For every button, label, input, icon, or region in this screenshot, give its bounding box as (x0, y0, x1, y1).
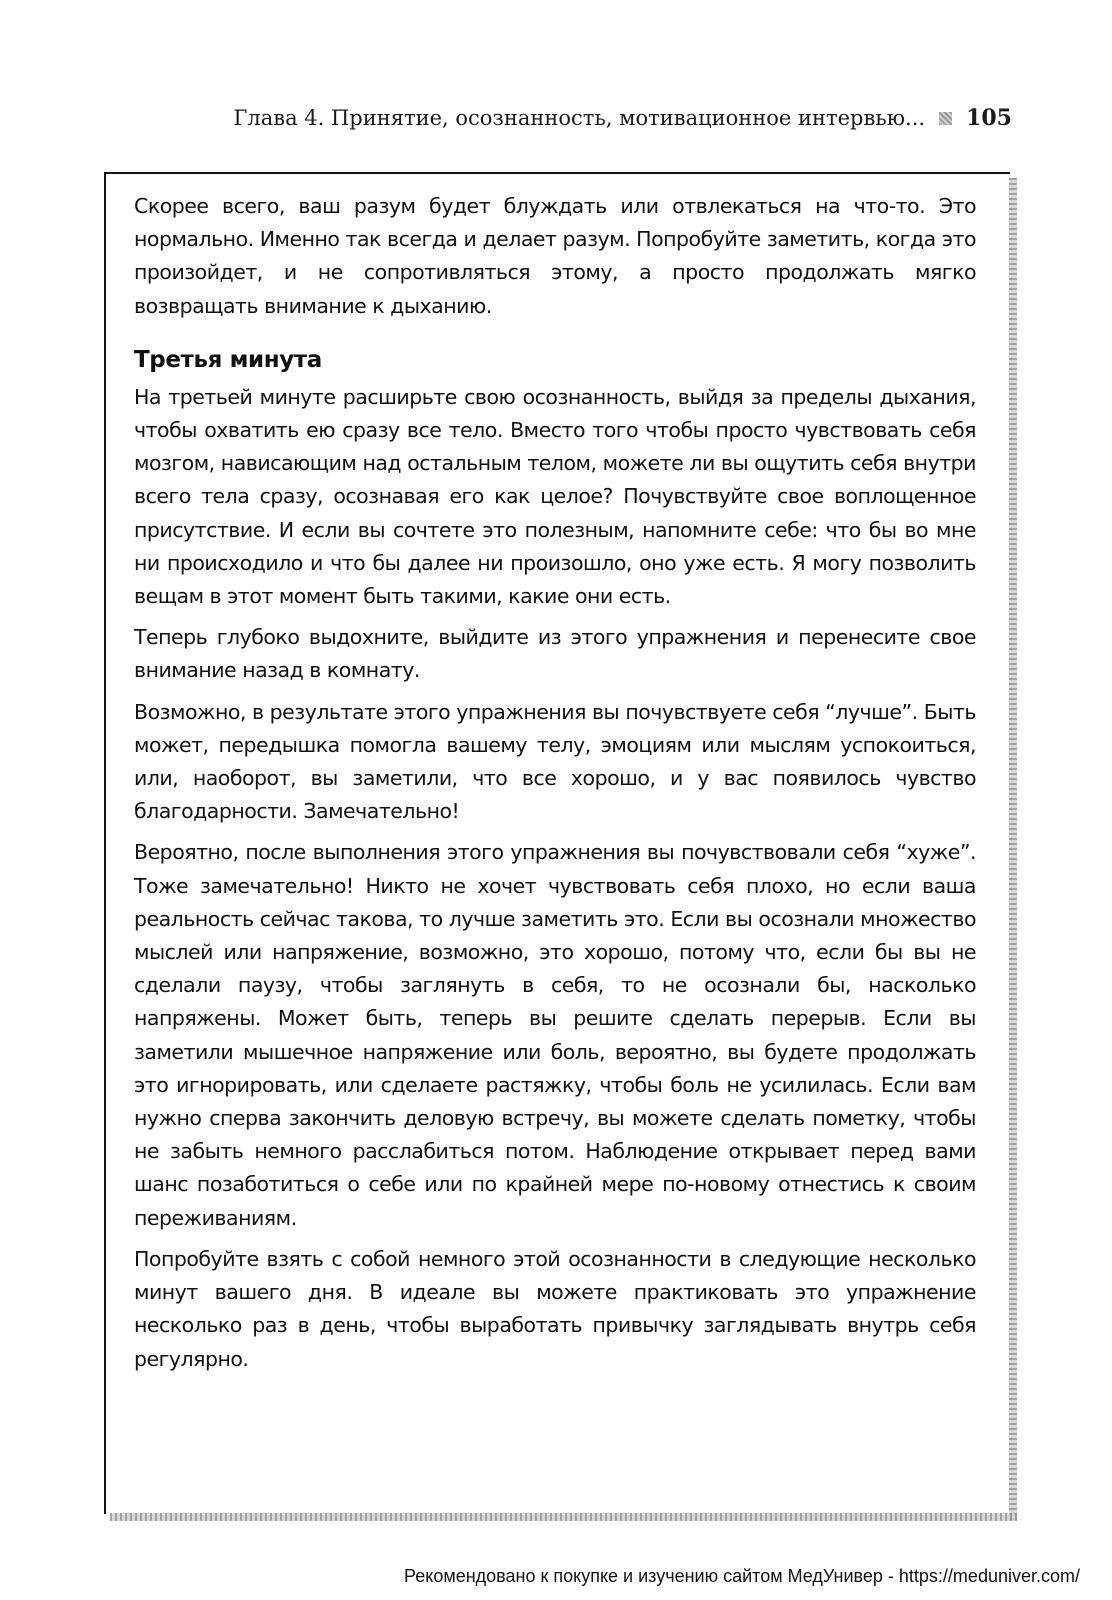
page-number: 105 (966, 105, 1012, 131)
header-marker-icon (939, 112, 952, 125)
paragraph-4: Возможно, в результате этого упражнения вы почувствуете себя “лучше”. Быть может, передышка помогла вашему телу, эмоциям или мыслям успокоиться, или, наоборот, вы заметили, что все хорошо, и у вас появилось чувство благодарности. Замечательно! (134, 699, 976, 824)
box-shadow-right (1009, 178, 1017, 1520)
paragraph-2: На третьей минуте расширьте свою осознанность, выйдя за пределы дыхания, чтобы охватить ею сразу все тело. Вместо того чтобы просто чувствовать себя мозгом, нависающим над остальным телом, можете ли вы ощутить себя внутри всего тела сразу, осознавая его как целое? Почувствуйте свое воплощенное присутствие. И если вы сочтете это полезным, напомните себе: что бы во мне ни происходило и что бы далее ни произошло, оно уже есть. Я могу позволить вещам в этот момент быть такими, какие они есть. (134, 384, 976, 609)
paragraph-5: Вероятно, после выполнения этого упражнения вы почувствовали себя “хуже”. Тоже замечательно! Никто не хочет чувствовать себя плохо, но если ваша реальность сейчас такова, то лучше заметить это. Если вы осознали множество мыслей или напряжение, возможно, это хорошо, потому что, если бы вы не сделали паузу, чтобы заглянуть в себя, то не осознали бы, насколько напряжены. Может быть, теперь вы решите сделать перерыв. Если вы заметили мышечное напряжение или боль, вероятно, вы будете продолжать это игнорировать, или сделаете растяжку, чтобы боль не усилилась. Если вам нужно сперва закончить деловую встречу, вы можете сделать пометку, чтобы не забыть немного расслабиться потом. Наблюдение открывает перед вами шанс позаботиться о себе или по крайней мере по-новому отнестись к своим переживаниям. (134, 840, 976, 1230)
chapter-title: Глава 4. Принятие, осознанность, мотивационное интервью... (233, 106, 926, 130)
box-content (134, 190, 976, 1384)
paragraph-6: Попробуйте взять с собой немного этой осознанности в следующие несколько минут вашего дня. В идеале вы можете практиковать это упражнение несколько раз в день, чтобы выработать привычку заглядывать внутрь себя регулярно. (134, 1246, 976, 1371)
paragraph-1: Скорее всего, ваш разум будет блуждать или отвлекаться на что-то. Это нормально. Именно так всегда и делает разум. Попробуйте заметить, когда это произойдет, и не сопротивляться этому, а просто продолжать мягко возвращать внимание к дыханию. (134, 194, 976, 318)
running-header (206, 100, 1012, 136)
section-heading: Третья минута (134, 346, 322, 373)
paragraph-3: Теперь глубоко выдохните, выйдите из этого упражнения и перенесите свое внимание назад в комнату. (134, 625, 976, 683)
footer-watermark: Рекомендовано к покупке и изучению сайтом МедУнивер - https://meduniver.com/ (404, 1566, 1080, 1586)
box-shadow-bottom (110, 1513, 1017, 1521)
